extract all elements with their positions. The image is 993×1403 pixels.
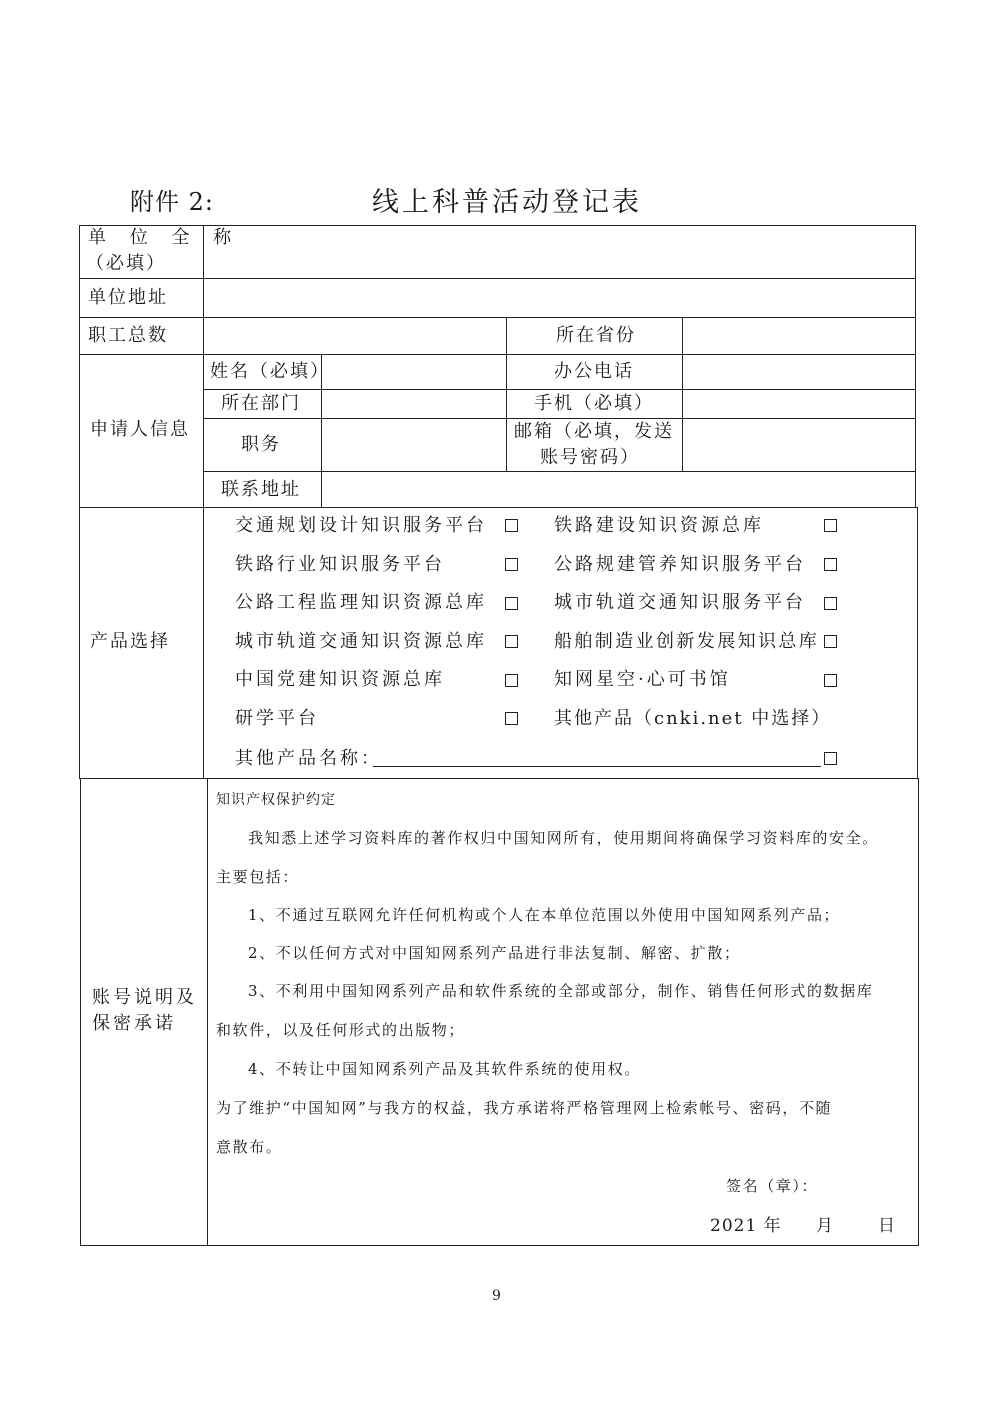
product-label: 其他产品（cnki.net 中选择） xyxy=(554,708,832,729)
agreement-item-2: 2、不以任何方式对中国知网系列产品进行非法复制、解密、扩散； xyxy=(248,944,741,962)
product-checkbox[interactable] xyxy=(824,635,837,648)
product-label: 城市轨道交通知识服务平台 xyxy=(554,592,806,613)
product-checkbox[interactable] xyxy=(505,635,518,648)
office-phone-field[interactable] xyxy=(684,356,913,388)
product-label: 研学平台 xyxy=(235,708,319,729)
staff-total-field[interactable] xyxy=(205,319,505,353)
date-day: 日 xyxy=(878,1216,897,1236)
signature-field[interactable] xyxy=(820,1173,910,1199)
agreement-section-label-2: 保密承诺 xyxy=(92,1013,176,1034)
product-label: 中国党建知识资源总库 xyxy=(235,669,445,690)
agreement-main-includes: 主要包括： xyxy=(216,868,300,886)
product-label: 交通规划设计知识服务平台 xyxy=(235,515,487,536)
unit-address-field[interactable] xyxy=(205,280,913,316)
product-checkbox[interactable] xyxy=(824,674,837,687)
product-label: 城市轨道交通知识资源总库 xyxy=(235,631,487,652)
unit-name-label: 单 位 全 称 xyxy=(88,227,241,248)
mobile-field[interactable] xyxy=(684,391,913,417)
product-label: 公路规建管养知识服务平台 xyxy=(554,554,806,575)
contact-address-field[interactable] xyxy=(323,473,913,506)
office-phone-label: 办公电话 xyxy=(554,361,634,382)
form-title: 线上科普活动登记表 xyxy=(372,187,642,218)
agreement-intro: 我知悉上述学习资料库的著作权归中国知网所有，使用期间将确保学习资料库的安全。 xyxy=(248,829,879,847)
department-field[interactable] xyxy=(323,391,505,417)
unit-name-required-note: （必填） xyxy=(86,253,166,274)
product-checkbox[interactable] xyxy=(505,597,518,610)
name-label: 姓名（必填） xyxy=(210,361,330,382)
product-select-label: 产品选择 xyxy=(90,631,170,652)
other-product-name-label: 其他产品名称： xyxy=(235,748,382,769)
product-label: 船舶制造业创新发展知识总库 xyxy=(554,631,820,652)
agreement-promise: 为了维护“中国知网”与我方的权益，我方承诺将严格管理网上检索帐号、密码，不随 xyxy=(216,1099,833,1117)
province-field[interactable] xyxy=(684,319,913,353)
agreement-item-1: 1、不通过互联网允许任何机构或个人在本单位范围以外使用中国知网系列产品； xyxy=(248,906,841,924)
product-checkbox[interactable] xyxy=(824,597,837,610)
agreement-item-3-cont: 和软件，以及任何形式的出版物； xyxy=(216,1021,466,1039)
signature-label: 签名（章）： xyxy=(726,1177,819,1195)
mobile-label: 手机（必填） xyxy=(534,393,654,414)
position-label: 职务 xyxy=(241,434,281,455)
page-number: 9 xyxy=(492,1288,501,1304)
position-field[interactable] xyxy=(323,420,505,470)
product-label: 铁路建设知识资源总库 xyxy=(554,515,764,536)
product-checkbox[interactable] xyxy=(505,712,518,725)
product-label: 知网星空·心可书馆 xyxy=(554,669,731,690)
agreement-section-label: 账号说明及 xyxy=(92,987,197,1008)
agreement-item-3: 3、不利用中国知网系列产品和软件系统的全部或部分，制作、销售任何形式的数据库 xyxy=(248,982,874,1000)
applicant-info-label: 申请人信息 xyxy=(90,419,190,440)
product-checkbox[interactable] xyxy=(824,519,837,532)
date-year: 2021 年 xyxy=(710,1216,782,1236)
product-checkbox[interactable] xyxy=(824,558,837,571)
product-checkbox[interactable] xyxy=(505,558,518,571)
email-label: 邮箱（必填，发送 xyxy=(514,421,674,442)
other-product-name-field[interactable] xyxy=(373,766,821,767)
product-label: 铁路行业知识服务平台 xyxy=(235,554,445,575)
product-checkbox[interactable] xyxy=(505,674,518,687)
product-checkbox[interactable] xyxy=(505,519,518,532)
attachment-label: 附件 2: xyxy=(130,188,214,216)
email-label-note: 账号密码） xyxy=(540,447,640,468)
staff-total-label: 职工总数 xyxy=(88,325,168,346)
agreement-item-4: 4、不转让中国知网系列产品及其软件系统的使用权。 xyxy=(248,1060,641,1078)
product-label: 公路工程监理知识资源总库 xyxy=(235,592,487,613)
other-product-checkbox[interactable] xyxy=(824,752,837,765)
department-label: 所在部门 xyxy=(221,393,301,414)
province-label: 所在省份 xyxy=(556,325,636,346)
date-month: 月 xyxy=(816,1216,835,1236)
contact-address-label: 联系地址 xyxy=(221,479,301,500)
agreement-promise-cont: 意散布。 xyxy=(216,1138,283,1156)
agreement-heading: 知识产权保护约定 xyxy=(216,792,336,808)
email-field[interactable] xyxy=(684,420,913,470)
unit-name-field[interactable] xyxy=(205,227,913,277)
name-field[interactable] xyxy=(323,356,505,388)
unit-address-label: 单位地址 xyxy=(88,287,168,308)
